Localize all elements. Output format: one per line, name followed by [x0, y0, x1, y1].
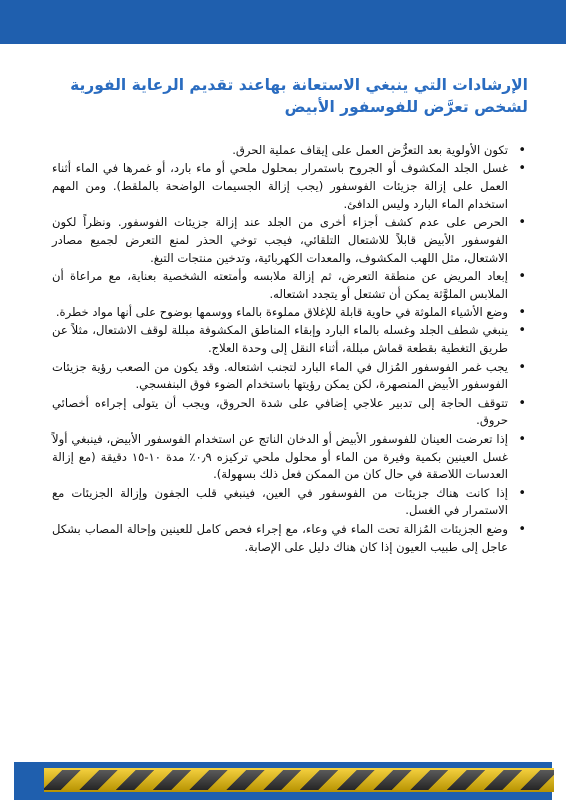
bullet-icon: •: [518, 359, 526, 375]
list-item-text: الحرص على عدم كشف أجزاء أخرى من الجلد عند إزالة جزيئات الفوسفور. ونظراً لكون الفوسفور الأبيض قابلاً للاشتعال التلقائي، فيجب توخي الحذر لمنع التعرض لجميع مصادر الاشتعال، مثل اللهب المكشوف، والمعدات الكهربائية، وتدخين منتجات التبغ.: [52, 215, 508, 265]
footer-band: [14, 762, 552, 800]
list-item-text: إبعاد المريض عن منطقة التعرض، ثم إزالة ملابسه وأمتعته الشخصية بعناية، مع مراعاة أن الملابس الملوَّثة يمكن أن تشتعل أو يتجدد اشتعاله.: [52, 269, 508, 301]
list-item: [52, 268, 528, 304]
bullet-icon: •: [518, 161, 526, 177]
list-item: [52, 359, 528, 395]
bullet-icon: •: [518, 485, 526, 501]
list-item-text: ينبغي شطف الجلد وغسله بالماء البارد وإبقاء المناطق المكشوفة مبللة لوقف الاشتعال، مثلاً عن طريق التغطية بقطعة قماش مبللة، أثناء النقل إلى وحدة العلاج.: [52, 323, 508, 356]
list-item: [52, 431, 528, 484]
bullet-icon: •: [518, 269, 526, 285]
list-item-text: غسل الجلد المكشوف أو الجروح باستمرار بمحلول ملحي أو ماء بارد، أو غمرها في الماء أثناء العمل على إزالة جزيئات الفوسفور (يجب إزالة الجسيمات الواضحة بالملقط). ومن المهم استخدام الماء البارد وليس الدافئ.: [52, 161, 508, 211]
bullet-icon: •: [518, 323, 526, 339]
list-item: [52, 304, 528, 322]
guidelines-list: [52, 142, 528, 556]
header-color-bar: [0, 0, 566, 44]
list-item-text: وضع الأشياء الملوثة في حاوية قابلة للإغلاق مملوءة بالماء ووسمها بوضوح على أنها مواد خطرة.: [55, 305, 508, 320]
list-item-text: يجب غمر الفوسفور المُزال في الماء البارد لتجنب اشتعاله. وقد يكون من الصعب رؤية جزيئات الفوسفور الأبيض المنصهرة، لكن يمكن رؤيتها باستخدام الضوء فوق البنفسجي.: [52, 359, 508, 392]
list-item: [52, 521, 528, 557]
list-item: [52, 395, 528, 431]
document-title: الإرشادات التي ينبغي الاستعانة بهاعند تقديم الرعاية الفورية لشخص تعرَّض للفوسفور الأبيض: [70, 76, 528, 116]
list-item-text: وضع الجزيئات المُزالة تحت الماء في وعاء، مع إجراء فحص كامل للعينين وإحالة المصاب بشكل عاجل إلى طبيب العيون إذا كان هناك دليل على الإصابة.: [52, 521, 508, 554]
bullet-icon: •: [518, 215, 526, 231]
list-item: [52, 160, 528, 213]
list-item-text: تتوقف الحاجة إلى تدبير علاجي إضافي على شدة الحروق، ويجب أن يتولى إجراءه أخصائي حروق.: [52, 395, 508, 428]
bullet-icon: •: [518, 395, 526, 411]
list-item: [52, 322, 528, 358]
list-item: [52, 142, 528, 160]
bullet-icon: •: [518, 521, 526, 537]
bullet-icon: •: [518, 143, 526, 158]
list-item: [52, 485, 528, 521]
hazard-stripe-shading: [44, 768, 554, 792]
bullet-icon: •: [518, 305, 526, 321]
list-item-text: إذا تعرضت العينان للفوسفور الأبيض أو الدخان الناتج عن استخدام الفوسفور الأبيض، فينبغي أولاً غسل العينين بكمية وفيرة من الماء أو محلول ملحي تركيزه ٠٫٩٪ مدة ١٠-١٥ دقيقة (مع إزالة العدسات اللاصقة في حال كان من الممكن فعل ذلك بسهولة).: [52, 431, 508, 482]
document-body: [52, 74, 528, 557]
list-item: [52, 214, 528, 267]
list-item-text: إذا كانت هناك جزيئات من الفوسفور في العين، فينبغي قلب الجفون وإزالة الجزيئات مع الاستمرار في الغسل.: [52, 485, 508, 518]
bullet-icon: •: [518, 431, 526, 447]
list-item-text: تكون الأولوية بعد التعرُّض العمل على إيقاف عملية الحرق.: [232, 143, 508, 157]
